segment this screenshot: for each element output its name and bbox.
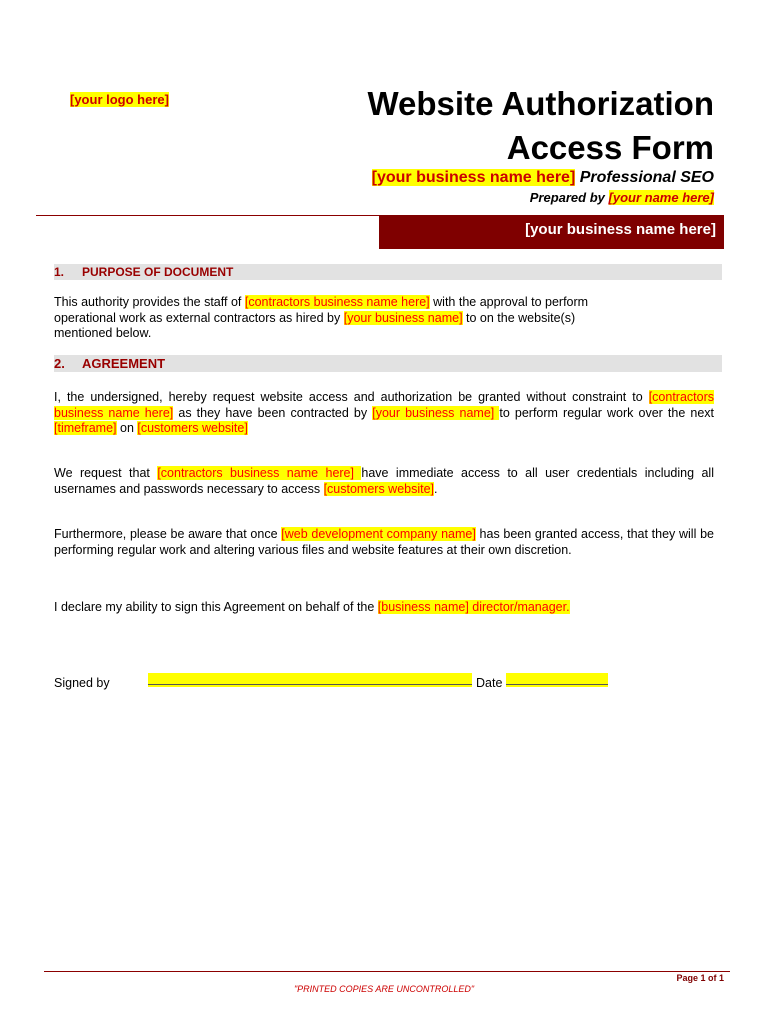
section-heading-agreement (54, 355, 722, 372)
date-label: Date (476, 676, 503, 690)
text: We request that (54, 466, 158, 480)
customers-website-placeholder: [customers website] (323, 481, 435, 496)
logo-placeholder: [your logo here] (70, 92, 169, 107)
agreement-paragraph-1 (54, 390, 714, 437)
business-director-placeholder: [business name] director/manager. (377, 600, 570, 614)
subtitle (214, 168, 714, 188)
customers-website-placeholder: [customers website] (137, 421, 248, 435)
service-name: Professional SEO (579, 169, 714, 186)
contractors-name-placeholder: [contractors business name here] (244, 295, 430, 309)
section-heading-purpose (54, 264, 722, 280)
business-name-placeholder: [your business name here] (371, 169, 576, 186)
your-business-placeholder: [your business name] (343, 310, 463, 325)
section-title: AGREEMENT (82, 356, 166, 371)
footer-divider (44, 971, 730, 972)
agreement-paragraph-2 (54, 466, 714, 497)
text: on (116, 421, 138, 435)
title-line-2: Access Form (506, 129, 714, 166)
section-number: 1. (54, 265, 65, 279)
page-title (274, 82, 714, 170)
contractors-name-placeholder: [contractors business name here] (157, 466, 362, 480)
title-line-1: Website Authorization (367, 85, 714, 122)
text: as they have been contracted by (173, 405, 373, 420)
header-divider (36, 215, 380, 216)
text: Furthermore, please be aware that once (54, 527, 282, 541)
uncontrolled-notice: "PRINTED COPIES ARE UNCONTROLLED" (293, 984, 475, 994)
text: I, the undersigned, hereby request website access and authorization be granted without constraint to (54, 390, 649, 404)
date-line[interactable] (506, 673, 608, 687)
business-name-banner: [your business name here] (379, 215, 724, 249)
agreement-paragraph-3 (54, 527, 714, 558)
text: has been granted access, that they will be performing regular work and altering various files and website features at their own discretion. (54, 527, 714, 557)
timeframe-placeholder: [timeframe] (54, 421, 117, 435)
text: . (434, 481, 438, 496)
web-dev-company-placeholder: [web development company name] (281, 527, 476, 541)
text: I declare my ability to sign this Agreement on behalf of the (54, 600, 378, 614)
text: have immediate access to all user credentials including all usernames and passwords necessary to access (54, 466, 714, 496)
prepared-by (314, 189, 714, 207)
contractors-name-placeholder: [contractors business name here] (54, 390, 714, 420)
text: This authority provides the staff of (54, 295, 245, 309)
text: to on the website(s) (462, 310, 576, 325)
text: operational work as external contractors as hired by (54, 310, 344, 325)
text: to perform regular work over the next (499, 405, 715, 420)
purpose-paragraph (54, 295, 714, 342)
signature-line[interactable] (148, 673, 472, 687)
prepared-by-name: [your name here] (608, 190, 714, 205)
text: mentioned below. (54, 326, 152, 340)
agreement-paragraph-4 (54, 600, 714, 616)
signature-row (54, 673, 654, 691)
prepared-by-label: Prepared by (529, 190, 605, 205)
section-number: 2. (54, 356, 65, 371)
signed-by-label: Signed by (54, 676, 110, 690)
your-business-placeholder: [your business name] (372, 405, 500, 420)
section-title: PURPOSE OF DOCUMENT (82, 265, 234, 279)
text: with the approval to perform (429, 295, 589, 309)
page-number: Page 1 of 1 (676, 973, 724, 983)
